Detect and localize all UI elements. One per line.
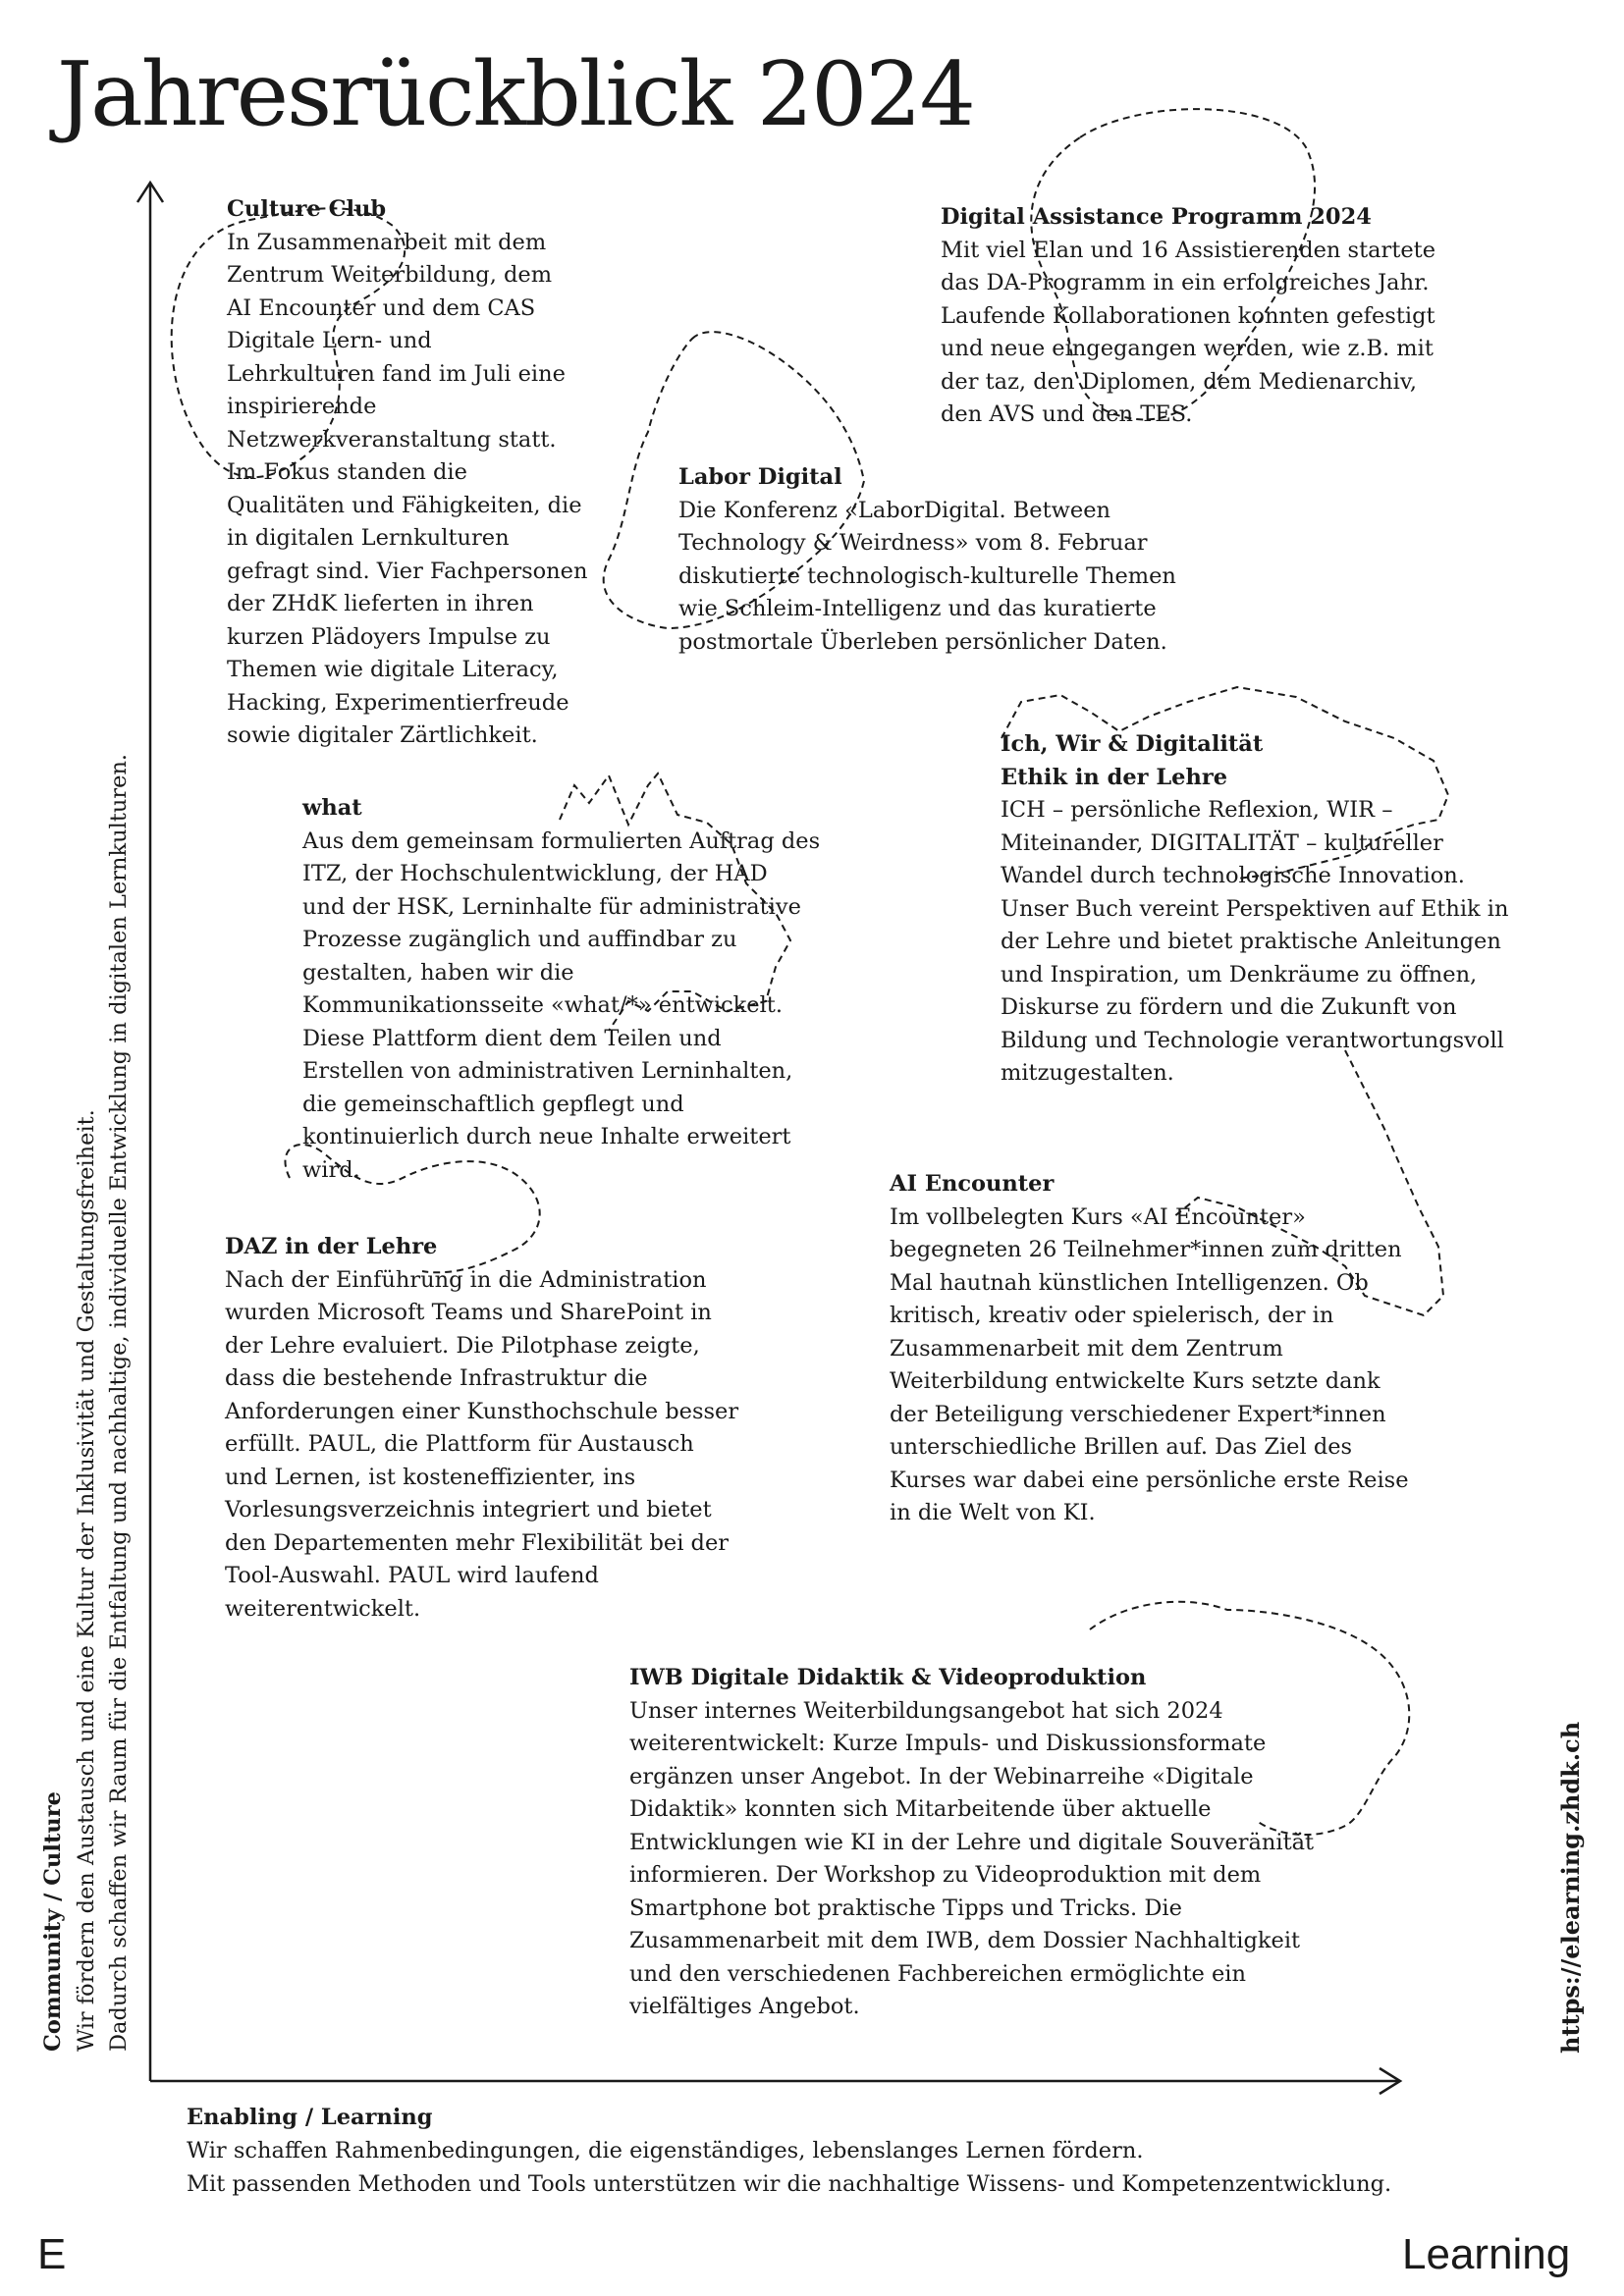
digital-assistance-heading: Digital Assistance Programm 2024 — [941, 204, 1372, 230]
logo-e: E — [37, 2230, 67, 2278]
daz-heading: DAZ in der Lehre — [225, 1234, 438, 1259]
ethik-block — [1001, 728, 1509, 1091]
digital-assistance-text: Mit viel Elan und 16 Assistierenden startete das DA-Programm in ein erfolgreiches Jahr. Laufende Kollaborationen konnten gefestigt und neue eingegangen werden, wie z.B. mit der taz, den Diplomen, dem Medienarchiv, den AVS und den TES. — [941, 237, 1436, 427]
iwb-block — [629, 1662, 1314, 2024]
culture-club-block — [227, 193, 587, 753]
iwb-heading: IWB Digitale Didaktik & Videoproduktion — [629, 1665, 1147, 1690]
digital-assistance-block — [941, 201, 1435, 432]
labor-digital-block — [678, 461, 1176, 659]
y-axis-label — [37, 638, 145, 2052]
website-url[interactable]: https://elearning.zhdk.ch — [1556, 1721, 1585, 2054]
daz-block — [225, 1231, 738, 1626]
daz-text: Nach der Einführung in die Administration wurden Microsoft Teams und SharePoint in der Lehre evaluiert. Die Pilotphase zeigte, dass die bestehende Infrastruktur die Anforderungen einer Kunsthochschule besser erfüllt. PAUL, die Plattform für Austausch und Lernen, ist kosteneffizienter, ins Vorlesungsverzeichnis integriert und bietet den Departementen mehr Flexibilität bei der Tool-Auswahl. PAUL wird laufend weiterentwickelt. — [225, 1266, 739, 1622]
what-text: Aus dem gemeinsam formulierten Auftrag des ITZ, der Hochschulentwicklung, der HAD und der HSK, Lerninhalte für administrative Prozesse zugänglich und auffindbar zu gestalten, haben wir die Kommunikationsseite «what/*» entwickelt. Diese Plattform dient dem Teilen und Erstellen von administrativen Lerninhalten, die gemeinschaftlich gepflegt und kontinuierlich durch neue Inhalte erweitert wird. — [302, 828, 821, 1183]
x-axis-title: Enabling / Learning — [187, 2105, 433, 2130]
labor-digital-text: Die Konferenz «LaborDigital. Between Technology & Weirdness» vom 8. Februar diskutierte technologisch-kulturelle Themen wie Schleim-Intelligenz und das kuratierte postmortale Überleben persönlicher Daten. — [678, 497, 1176, 655]
culture-club-text: In Zusammenarbeit mit dem Zentrum Weiterbildung, dem AI Encounter und dem CAS Digitale Lern- und Lehrkulturen fand im Juli eine inspirierende Netzwerkveranstaltung statt. Im Fokus standen die Qualitäten und Fähigkeiten, die in digitalen Lernkulturen gefragt sind. Vier Fachpersonen der ZHdK lieferten in ihren kurzen Plädoyers Impulse zu Themen wie digitale Literacy, Hacking, Experimentierfreude sowie digitaler Zärtlichkeit. — [227, 229, 588, 748]
x-axis-line2: Mit passenden Methoden und Tools unterstützen wir die nachhaltige Wissens- und Kompetenzentwicklung. — [187, 2171, 1392, 2197]
y-axis-line2: Dadurch schaffen wir Raum für die Entfaltung und nachhaltige, individuelle Entwicklung in digitalen Lernkulturen. — [106, 753, 132, 2052]
iwb-text: Unser internes Weiterbildungsangebot hat sich 2024 weiterentwickelt: Kurze Impuls- und Diskussionsformate ergänzen unser Angebot. In der Webinarreihe «Digitale Didaktik» konnten sich Mitarbeitende über aktuelle Entwicklungen wie KI in der Lehre und digitale Souveränität informieren. Der Workshop zu Videoproduktion mit dem Smartphone bot praktische Tipps und Tricks. Die Zusammenarbeit mit dem IWB, dem Dossier Nachhaltigkeit und den verschiedenen Fachbereichen ermöglichte ein vielfältiges Angebot. — [629, 1697, 1315, 2019]
y-axis-title: Community / Culture — [40, 1791, 66, 2052]
logo-learning: Learning — [1402, 2230, 1571, 2278]
y-axis-line1: Wir fördern den Austausch und eine Kultur der Inklusivität und Gestaltungsfreiheit. — [73, 1109, 99, 2052]
x-axis-line1: Wir schaffen Rahmenbedingungen, die eigenständiges, lebenslanges Lernen fördern. — [187, 2138, 1144, 2163]
x-axis-label — [187, 2101, 1391, 2201]
ai-encounter-heading: AI Encounter — [890, 1171, 1055, 1197]
ai-encounter-text: Im vollbelegten Kurs «AI Encounter» begegneten 26 Teilnehmer*innen zum dritten Mal hautnah künstlichen Intelligenzen. Ob kritisch, kreativ oder spielerisch, der in Zusammenarbeit mit dem Zentrum Weiterbildung entwickelte Kurs setzte dank der Beteiligung verschiedener Expert*innen unterschiedliche Brillen auf. Das Ziel des Kurses war dabei eine persönliche erste Reise in die Welt von KI. — [890, 1203, 1409, 1525]
what-heading: what — [302, 795, 362, 821]
page-title: Jahresrückblick 2024 — [57, 43, 974, 146]
ethik-heading: Ich, Wir & Digitalität Ethik in der Lehre — [1001, 731, 1264, 790]
ai-encounter-block — [890, 1168, 1409, 1530]
labor-digital-heading: Labor Digital — [678, 464, 842, 490]
what-block — [302, 792, 820, 1187]
ethik-text: ICH – persönliche Reflexion, WIR – Miteinander, DIGITALITÄT – kultureller Wandel durch technologische Innovation. Unser Buch vereint Perspektiven auf Ethik in der Lehre und bietet praktische Anleitungen und Inspiration, um Denkräume zu öffnen, Diskurse zu fördern und die Zukunft von Bildung und Technologie verantwortungsvoll mitzugestalten. — [1001, 797, 1509, 1086]
culture-club-heading: Culture Club — [227, 196, 387, 222]
